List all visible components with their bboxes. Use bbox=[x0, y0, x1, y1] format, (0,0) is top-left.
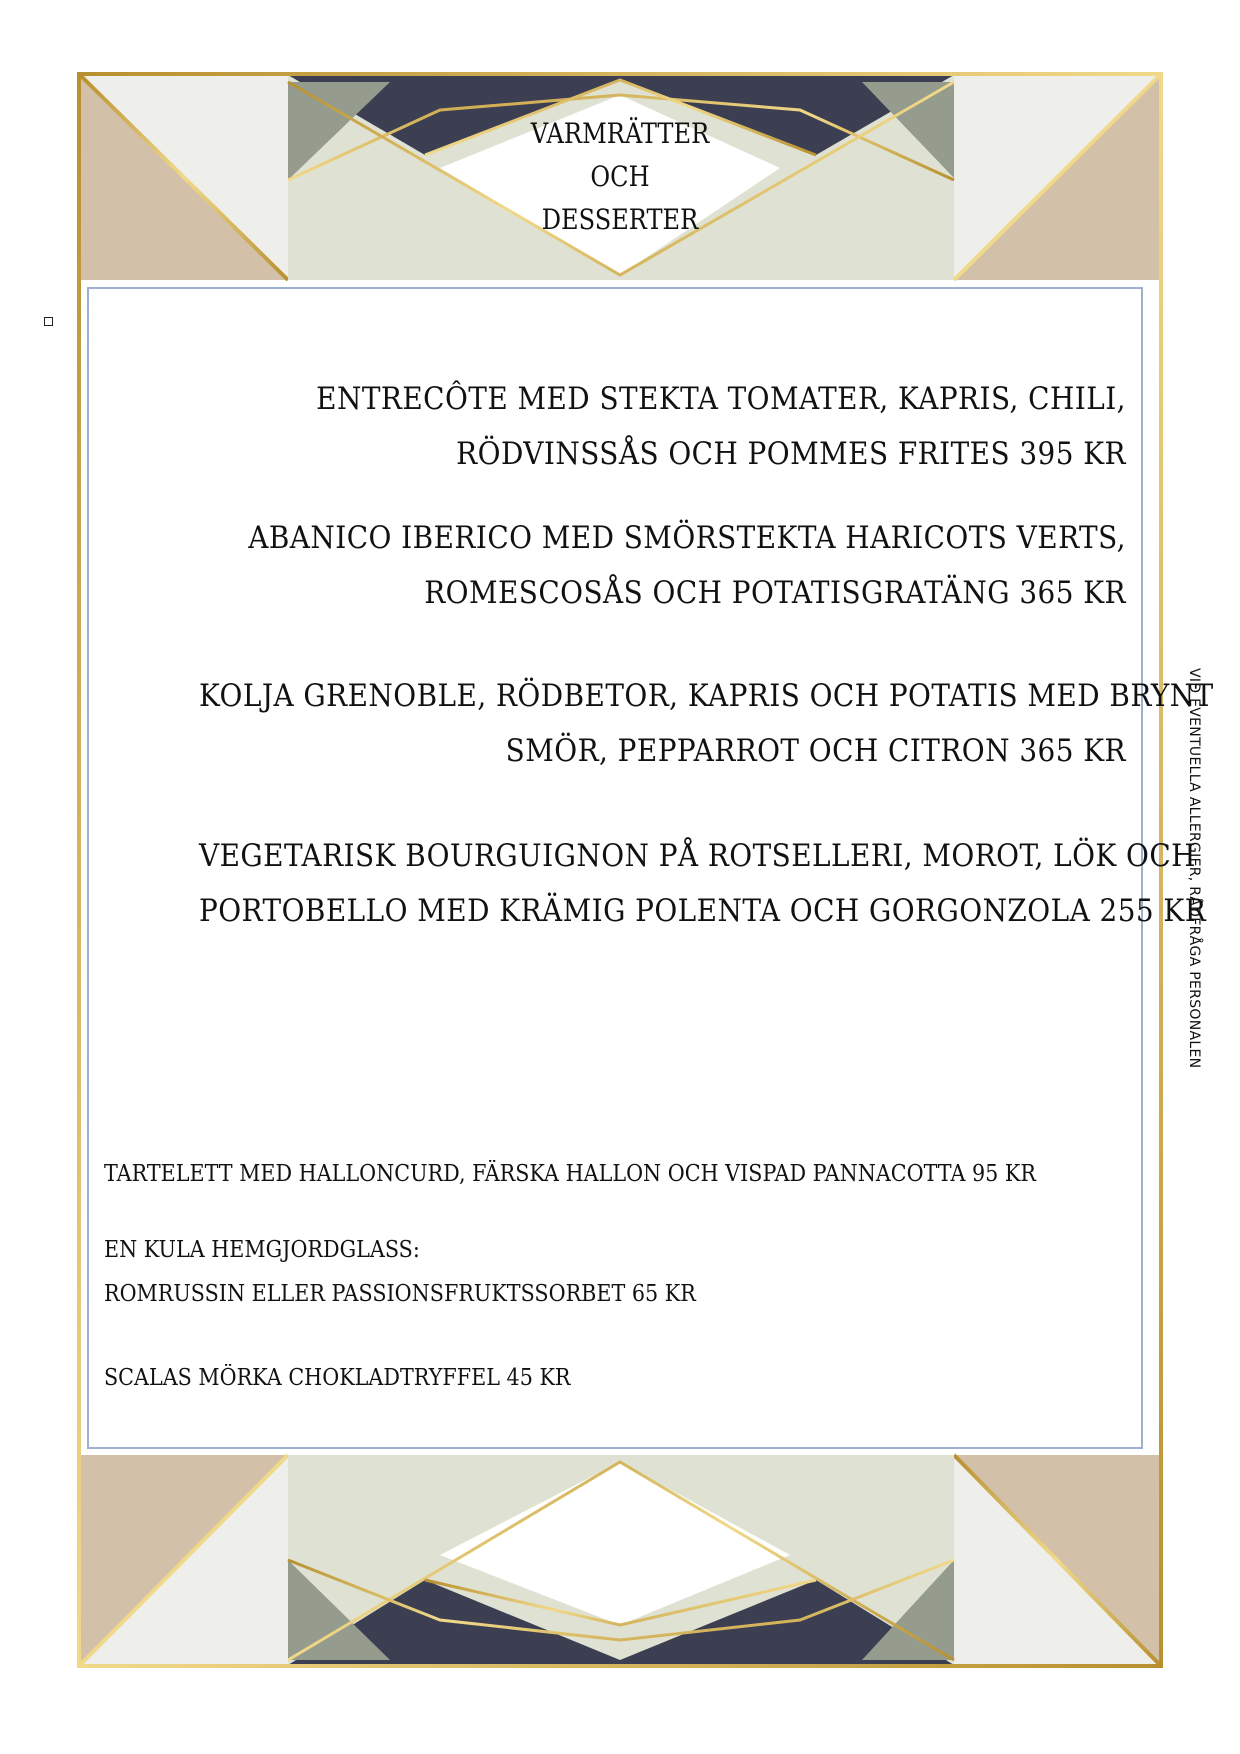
dish-line: SMÖR, PEPPARROT OCH CITRON 365 KR bbox=[505, 733, 1126, 769]
bottom-ornament-band bbox=[80, 1455, 1160, 1665]
allergy-note: VID EVENTUELLA ALLERGIER, RÅDFRÅGA PERSONALEN bbox=[1186, 668, 1202, 1069]
menu-heading bbox=[517, 112, 723, 241]
main-course-item bbox=[96, 669, 1214, 779]
dish-line: ROMESCOSÅS OCH POTATISGRATÄNG 365 KR bbox=[424, 575, 1126, 611]
heading-line-2: OCH bbox=[590, 160, 650, 193]
heading-line-3: DESSERTER bbox=[541, 203, 699, 236]
dessert-item: EN KULA HEMGJORDGLASS: bbox=[104, 1237, 420, 1263]
dish-line: VEGETARISK BOURGUIGNON PÅ ROTSELLERI, MOROT, LÖK OCH bbox=[199, 838, 1196, 874]
dessert-item: TARTELETT MED HALLONCURD, FÄRSKA HALLON OCH VISPAD PANNACOTTA 95 KR bbox=[104, 1161, 1036, 1187]
main-course-item bbox=[96, 511, 1126, 621]
dish-line: PORTOBELLO MED KRÄMIG POLENTA OCH GORGONZOLA 255 KR bbox=[199, 893, 1207, 929]
dessert-item: SCALAS MÖRKA CHOKLADTRYFFEL 45 KR bbox=[104, 1365, 571, 1391]
dish-line: ABANICO IBERICO MED SMÖRSTEKTA HARICOTS VERTS, bbox=[248, 520, 1126, 556]
small-square-mark bbox=[44, 317, 53, 326]
main-course-item bbox=[96, 829, 1207, 939]
desserts-list bbox=[104, 1152, 1104, 1400]
heading-line-1: VARMRÄTTER bbox=[530, 117, 710, 150]
dessert-item: ROMRUSSIN ELLER PASSIONSFRUKTSSORBET 65 KR bbox=[104, 1281, 696, 1307]
dish-line: RÖDVINSSÅS OCH POMMES FRITES 395 KR bbox=[456, 436, 1126, 472]
dish-line: KOLJA GRENOBLE, RÖDBETOR, KAPRIS OCH POTATIS MED BRYNT bbox=[199, 678, 1214, 714]
main-course-item bbox=[96, 372, 1126, 482]
dish-line: ENTRECÔTE MED STEKTA TOMATER, KAPRIS, CHILI, bbox=[316, 381, 1126, 417]
